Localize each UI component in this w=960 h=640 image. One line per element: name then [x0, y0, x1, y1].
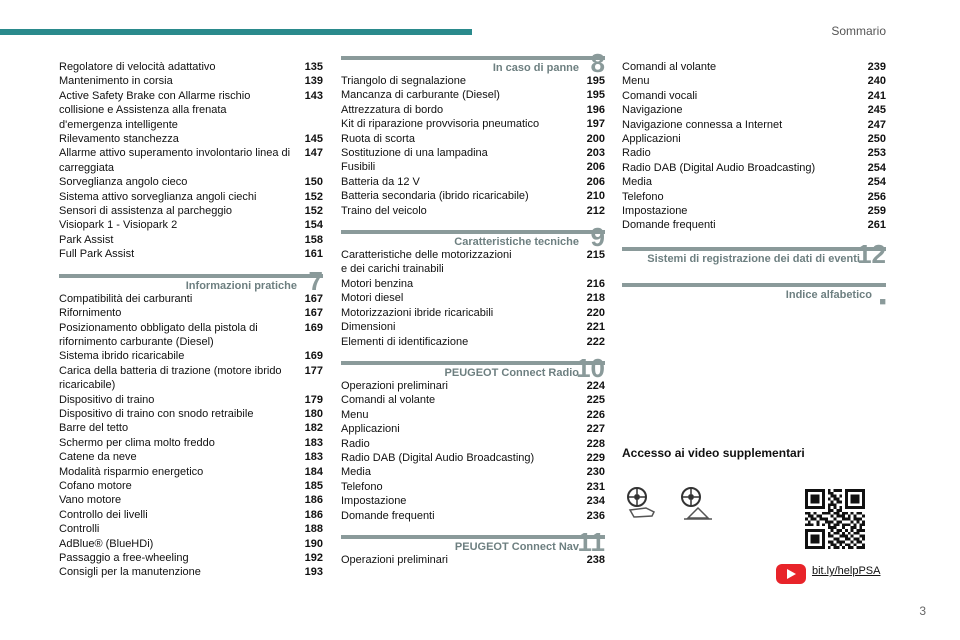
toc-entry[interactable] [59, 292, 323, 306]
toc-entry-label: Radio [622, 147, 651, 160]
section-number: 7 [308, 265, 323, 296]
toc-entry-page: 177 [304, 364, 323, 377]
toc-entry-label: Media [341, 466, 371, 479]
section-header[interactable] [622, 279, 886, 308]
toc-entry-label: Kit di riparazione provvisoria pneumatico [341, 118, 540, 131]
toc-entry[interactable] [59, 450, 323, 464]
toc-entry-page: 221 [586, 321, 605, 334]
toc-entry-page: 139 [304, 75, 323, 88]
section-title: Indice alfabetico [785, 288, 872, 301]
toc-entry-page: 179 [304, 393, 323, 406]
toc-entry-label: Rilevamento stanchezza [59, 133, 179, 146]
toc-entry-page: 150 [304, 176, 323, 189]
section-number: 12 [857, 238, 886, 269]
toc-entry[interactable] [59, 321, 323, 350]
toc-entry[interactable] [622, 175, 886, 189]
toc-entry-page: 145 [304, 133, 323, 146]
toc-entry[interactable] [341, 146, 605, 160]
toc-entry-page: 256 [867, 190, 886, 203]
toc-entry-label: Controllo dei livelli [59, 508, 148, 521]
toc-entry[interactable] [622, 74, 886, 88]
toc-entry[interactable] [59, 132, 323, 146]
section-title: Caratteristiche tecniche [454, 236, 579, 249]
toc-entry-label: Schermo per clima molto freddo [59, 436, 215, 449]
toc-entry-label: Telefono [341, 480, 383, 493]
toc-entry-page: 228 [586, 437, 605, 450]
toc-column-1 [59, 60, 323, 580]
toc-entry-label: Domande frequenti [341, 509, 435, 522]
section-number: ■ [879, 295, 886, 308]
toc-entry-page: 216 [586, 277, 605, 290]
page-number: 3 [919, 604, 926, 618]
toc-entry-page: 169 [304, 350, 323, 363]
toc-entry[interactable] [622, 118, 886, 132]
toc-entry[interactable] [341, 248, 605, 277]
toc-entry-label: Ruota di scorta [341, 132, 415, 145]
toc-entry-page: 158 [304, 233, 323, 246]
toc-entry-page: 135 [304, 61, 323, 73]
toc-column-2 [341, 48, 605, 567]
toc-entry-label: Impostazione [622, 205, 688, 218]
section-divider [341, 56, 605, 60]
toc-entry-label: Radio DAB (Digital Audio Broadcasting) [341, 451, 535, 464]
toc-entry[interactable] [341, 335, 605, 349]
toc-entry[interactable] [622, 132, 886, 146]
toc-entry[interactable] [622, 103, 886, 117]
section-number: 11 [577, 526, 605, 557]
toc-entry[interactable] [59, 421, 323, 435]
toc-entry-label: Dimensioni [341, 321, 396, 334]
toc-entry-page: 218 [586, 292, 605, 305]
toc-entry[interactable] [341, 437, 605, 451]
toc-entry-page: 200 [586, 132, 605, 145]
toc-entry-page: 152 [304, 205, 323, 218]
section-number: 9 [590, 222, 605, 253]
section-divider [341, 361, 605, 365]
toc-entry-label: Traino del veicolo [341, 204, 427, 217]
toc-entry-label: Catene da neve [59, 451, 137, 464]
toc-entry-page: 212 [586, 204, 605, 217]
section-number: 10 [576, 352, 605, 383]
toc-entry-label: Batteria secondaria (ibrido ricaricabile) [341, 190, 529, 203]
toc-entry-page: 186 [304, 508, 323, 521]
toc-entry-page: 227 [586, 423, 605, 436]
toc-entry[interactable] [59, 522, 323, 536]
toc-entry-label: Comandi vocali [622, 89, 698, 102]
toc-entry-page: 152 [304, 190, 323, 203]
toc-entry-label: Sostituzione di una lampadina [341, 147, 488, 160]
toc-entry-page: 147 [304, 147, 323, 160]
toc-entry[interactable] [341, 74, 605, 88]
wheel-hand-icon [624, 486, 660, 522]
toc-entry-page: 259 [867, 205, 886, 218]
toc-entry[interactable] [59, 306, 323, 320]
toc-entry-page: 210 [586, 190, 605, 203]
toc-entry-page: 193 [304, 566, 323, 579]
toc-entry[interactable] [341, 509, 605, 523]
toc-entry[interactable] [341, 451, 605, 465]
section-header[interactable] [341, 352, 605, 383]
toc-entry-page: 253 [867, 147, 886, 160]
toc-entry-label: Consigli per la manutenzione [59, 566, 201, 579]
toc-entry-page: 182 [304, 422, 323, 435]
toc-entry[interactable] [341, 189, 605, 203]
toc-entry-page: 195 [586, 89, 605, 102]
toc-entry-label: Caratteristiche delle motorizzazioni e dei carichi trainabili [341, 249, 512, 276]
toc-entry[interactable] [59, 551, 323, 565]
toc-entry-label: Comandi al volante [341, 394, 436, 407]
help-link[interactable]: bit.ly/helpPSA [812, 565, 881, 577]
toc-entry-label: Barre del tetto [59, 422, 129, 435]
toc-entry-page: 236 [586, 509, 605, 522]
toc-entry-label: Media [622, 176, 652, 189]
toc-entry-page: 250 [867, 133, 886, 146]
toc-entry-label: Telefono [622, 190, 664, 203]
toc-entry-page: 234 [586, 495, 605, 508]
toc-entry-page: 184 [304, 465, 323, 478]
toc-entry-label: AdBlue® (BlueHDi) [59, 537, 154, 550]
toc-entry[interactable] [59, 247, 323, 261]
toc-entry[interactable] [341, 379, 605, 393]
toc-entry-page: 241 [867, 89, 886, 102]
toc-entry-label: Radio DAB (Digital Audio Broadcasting) [622, 161, 816, 174]
page-header-title: Sommario [831, 24, 886, 38]
toc-entry[interactable] [59, 146, 323, 175]
toc-entry-label: Batteria da 12 V [341, 175, 420, 188]
toc-entry[interactable] [59, 89, 323, 132]
toc-entry-label: Dispositivo di traino [59, 393, 155, 406]
toc-entry-label: Mantenimento in corsia [59, 75, 173, 88]
toc-entry-label: Sistema attivo sorveglianza angoli ciechi [59, 190, 257, 203]
section-title: PEUGEOT Connect Nav [454, 540, 579, 553]
toc-entry-label: Applicazioni [341, 423, 400, 436]
toc-entry[interactable] [341, 132, 605, 146]
toc-entry-page: 197 [586, 118, 605, 131]
toc-entry[interactable] [341, 277, 605, 291]
toc-entry[interactable] [341, 103, 605, 117]
toc-entry-page: 185 [304, 479, 323, 492]
toc-entry[interactable] [59, 565, 323, 579]
toc-entry[interactable] [341, 306, 605, 320]
toc-entry-page: 224 [586, 379, 605, 392]
toc-entry[interactable] [59, 407, 323, 421]
toc-entry-page: 226 [586, 408, 605, 421]
section-header[interactable] [341, 222, 605, 253]
toc-entry-page: 225 [586, 394, 605, 407]
toc-entry-page: 154 [304, 219, 323, 232]
toc-entry-label: Sorveglianza angolo cieco [59, 176, 188, 189]
section-number: 8 [590, 48, 605, 78]
toc-entry[interactable] [341, 320, 605, 334]
toc-entry[interactable] [341, 408, 605, 422]
toc-entry-page: 238 [586, 553, 605, 566]
toc-entry-label: Operazioni preliminari [341, 379, 448, 392]
toc-entry-label: Sensori di assistenza al parcheggio [59, 205, 233, 218]
header-accent-bar [0, 29, 472, 35]
toc-entry[interactable] [59, 537, 323, 551]
toc-entry-page: 192 [304, 552, 323, 564]
section-header[interactable] [341, 48, 605, 78]
toc-entry-page: 180 [304, 407, 323, 420]
toc-entry-label: Domande frequenti [622, 219, 716, 232]
toc-entry[interactable] [341, 393, 605, 407]
toc-entry-page: 206 [586, 175, 605, 188]
toc-entry-page: 247 [867, 118, 886, 131]
toc-entry[interactable] [59, 493, 323, 507]
toc-entry-label: Applicazioni [622, 133, 681, 146]
toc-entry-label: Operazioni preliminari [341, 553, 448, 566]
toc-entry-page: 222 [586, 335, 605, 348]
section-divider [59, 274, 323, 278]
toc-entry-label: Dispositivo di traino con snodo retraibile [59, 407, 254, 420]
toc-entry-page: 231 [586, 480, 605, 493]
toc-entry[interactable] [341, 88, 605, 102]
toc-column-3 [622, 60, 886, 308]
toc-entry-label: Vano motore [59, 494, 122, 507]
section-header[interactable] [59, 265, 323, 296]
toc-entry[interactable] [341, 160, 605, 174]
toc-entry[interactable] [59, 393, 323, 407]
toc-entry[interactable] [59, 349, 323, 363]
toc-entry[interactable] [622, 161, 886, 175]
toc-entry-label: Controlli [59, 523, 100, 536]
toc-entry-label: Navigazione [622, 104, 683, 117]
toc-entry-label: Fusibili [341, 161, 376, 174]
section-title: Informazioni pratiche [185, 279, 297, 292]
toc-entry[interactable] [59, 233, 323, 247]
toc-entry[interactable] [59, 465, 323, 479]
section-header[interactable] [341, 526, 605, 557]
toc-entry-label: Posizionamento obbligato della pistola di rifornimento carburante (Diesel) [59, 321, 258, 348]
toc-entry-page: 220 [586, 306, 605, 319]
toc-entry-label: Visiopark 1 - Visiopark 2 [59, 219, 178, 232]
toc-entry[interactable] [341, 494, 605, 508]
toc-entry-label: Park Assist [59, 233, 114, 246]
toc-entry-page: 254 [867, 161, 886, 174]
toc-entry[interactable] [59, 436, 323, 450]
toc-entry-page: 229 [586, 451, 605, 464]
toc-entry-label: Cofano motore [59, 479, 132, 492]
toc-entry-page: 190 [304, 537, 323, 550]
toc-entry-page: 169 [304, 321, 323, 334]
toc-entry-page: 203 [586, 147, 605, 160]
toc-entry[interactable] [59, 60, 323, 74]
toc-entry-page: 188 [304, 523, 323, 536]
toc-entry[interactable] [59, 204, 323, 218]
toc-entry-page: 183 [304, 436, 323, 449]
toc-entry[interactable] [622, 146, 886, 160]
toc-entry[interactable] [59, 218, 323, 232]
toc-entry-page: 183 [304, 451, 323, 464]
toc-entry-label: Motori benzina [341, 277, 414, 290]
video-section-title: Accesso ai video supplementari [622, 446, 805, 460]
toc-entry-label: Mancanza di carburante (Diesel) [341, 89, 500, 102]
youtube-icon[interactable] [776, 564, 806, 584]
toc-entry-label: Attrezzatura di bordo [341, 103, 444, 116]
toc-entry-label: Modalità risparmio energetico [59, 465, 204, 478]
section-title: In caso di panne [492, 62, 579, 74]
toc-entry[interactable] [341, 117, 605, 131]
toc-entry-label: Navigazione connessa a Internet [622, 118, 783, 131]
toc-entry[interactable] [59, 175, 323, 189]
section-divider [622, 247, 886, 251]
toc-entry-label: Active Safety Brake con Allarme rischio collisione e Assistenza alla frenata d'emergenza intelligente [59, 89, 251, 131]
toc-entry-label: Allarme attivo superamento involontario linea di carreggiata [59, 147, 291, 174]
toc-entry[interactable] [341, 480, 605, 494]
toc-entry-page: 161 [304, 248, 323, 261]
toc-entry-label: Triangolo di segnalazione [341, 75, 466, 87]
toc-entry-page: 143 [304, 89, 323, 102]
section-divider [341, 230, 605, 234]
toc-entry-page: 254 [867, 176, 886, 189]
toc-entry-page: 230 [586, 466, 605, 479]
toc-entry[interactable] [622, 60, 886, 74]
toc-entry-page: 196 [586, 103, 605, 116]
section-header[interactable] [622, 238, 886, 269]
section-title: PEUGEOT Connect Radio [444, 366, 579, 379]
toc-entry-page: 239 [867, 61, 886, 73]
section-divider [341, 535, 605, 539]
section-divider [622, 283, 886, 287]
toc-entry[interactable] [341, 422, 605, 436]
toc-entry-label: Menu [622, 75, 650, 88]
toc-entry[interactable] [59, 364, 323, 393]
toc-entry-label: Impostazione [341, 495, 407, 508]
toc-entry[interactable] [341, 465, 605, 479]
toc-entry[interactable] [622, 190, 886, 204]
toc-entry-label: Motorizzazioni ibride ricaricabili [341, 306, 494, 319]
toc-entry[interactable] [622, 204, 886, 218]
toc-entry-label: Menu [341, 408, 369, 421]
toc-entry[interactable] [341, 175, 605, 189]
toc-entry-label: Regolatore di velocità adattativo [59, 61, 216, 73]
section-title: Sistemi di registrazione dei dati di eventi [647, 252, 860, 265]
toc-entry[interactable] [622, 218, 886, 232]
toc-entry[interactable] [341, 291, 605, 305]
toc-entry-label: Sistema ibrido ricaricabile [59, 350, 185, 363]
toc-entry[interactable] [59, 74, 323, 88]
toc-entry-label: Rifornimento [59, 307, 122, 320]
toc-entry-label: Carica della batteria di trazione (motore ibrido ricaricabile) [59, 364, 282, 392]
toc-entry-page: 167 [304, 307, 323, 320]
toc-entry-label: Full Park Assist [59, 248, 135, 261]
toc-entry-page: 195 [586, 75, 605, 87]
toc-entry-label: Radio [341, 437, 370, 450]
toc-entry-label: Comandi al volante [622, 61, 717, 73]
toc-entry-page: 206 [586, 161, 605, 174]
toc-entry-page: 186 [304, 494, 323, 507]
toc-entry[interactable] [622, 89, 886, 103]
toc-entry-page: 245 [867, 104, 886, 117]
toc-entry[interactable] [59, 508, 323, 522]
toc-entry[interactable] [59, 190, 323, 204]
toc-entry-page: 167 [304, 292, 323, 305]
qr-code-icon[interactable] [805, 489, 865, 549]
toc-entry-page: 215 [586, 249, 605, 262]
toc-entry-label: Elementi di identificazione [341, 335, 469, 348]
toc-entry-page: 240 [867, 75, 886, 88]
wheel-jack-icon [678, 486, 714, 522]
toc-entry-label: Compatibilità dei carburanti [59, 292, 193, 305]
toc-entry-page: 261 [867, 219, 886, 232]
toc-entry[interactable] [59, 479, 323, 493]
toc-entry-label: Motori diesel [341, 292, 404, 305]
toc-entry-label: Passaggio a free-wheeling [59, 552, 189, 564]
toc-entry[interactable] [341, 553, 605, 567]
toc-entry[interactable] [341, 204, 605, 218]
